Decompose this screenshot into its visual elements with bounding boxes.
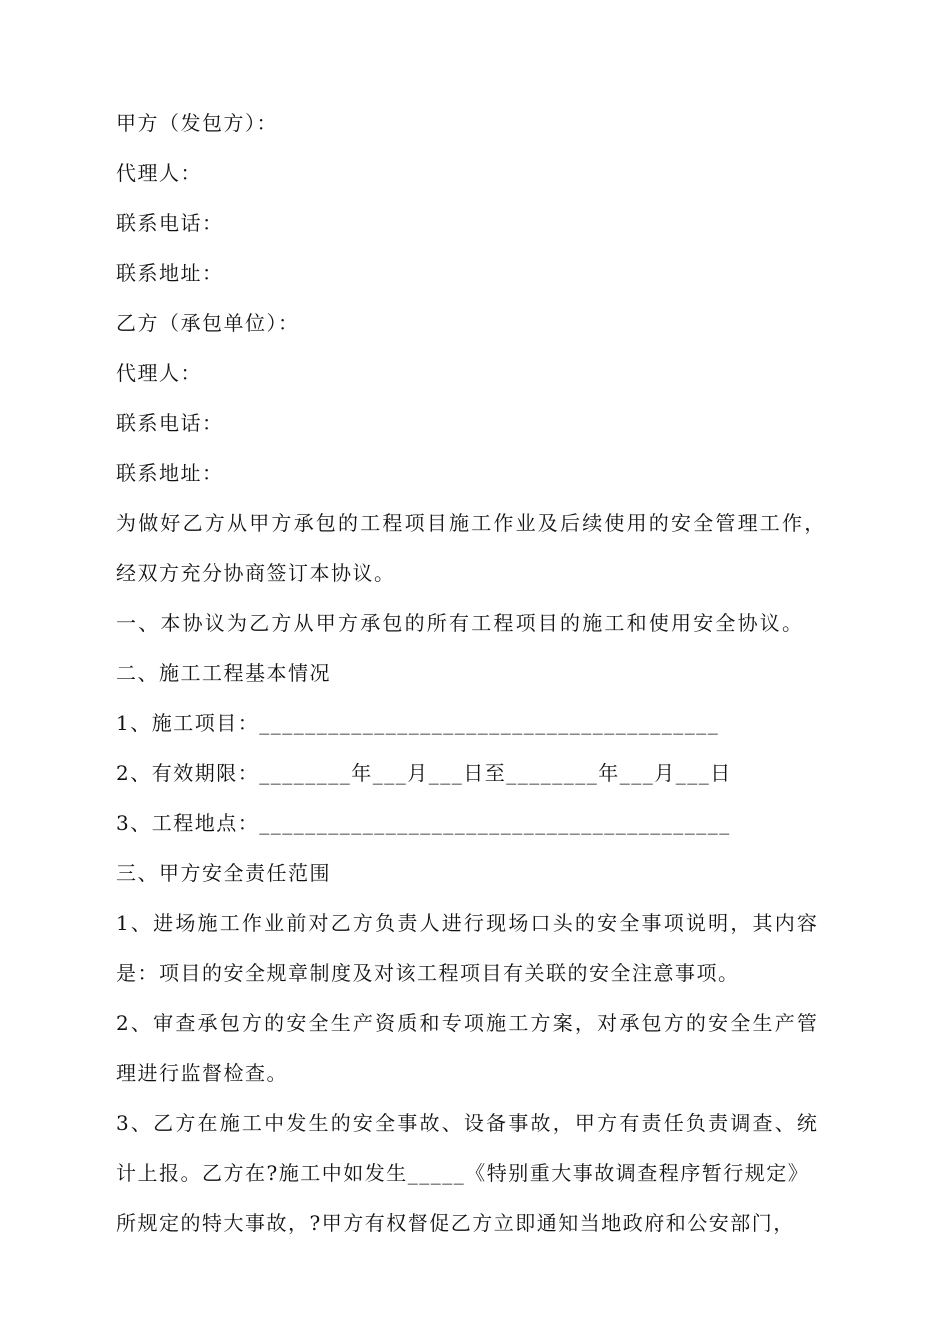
section-2-heading: 二、施工工程基本情况: [116, 661, 331, 685]
responsibility-3-line-3: 所规定的特大事故，?甲方有权督促乙方立即通知当地政府和公安部门，: [116, 1211, 795, 1235]
party-a-label: 甲方（发包方）：: [116, 111, 278, 135]
responsibility-1-line-1: 1、进场施工作业前对乙方负责人进行现场口头的安全事项说明，其内容: [116, 911, 820, 935]
party-b-label: 乙方（承包单位）：: [116, 311, 300, 335]
validity-period-field: 2、有效期限：________年___月___日至________年___月___日: [116, 761, 732, 785]
responsibility-2-line-2: 理进行监督检查。: [116, 1061, 288, 1085]
responsibility-3-line-1: 3、乙方在施工中发生的安全事故、设备事故，甲方有责任负责调查、统: [116, 1111, 820, 1135]
party-a-phone-label: 联系电话：: [116, 211, 224, 235]
party-b-phone-label: 联系电话：: [116, 411, 224, 435]
responsibility-1-line-2: 是：项目的安全规章制度及对该工程项目有关联的安全注意事项。: [116, 961, 740, 985]
project-location-field: 3、工程地点：_________________________________________: [116, 811, 731, 835]
party-a-agent-label: 代理人：: [116, 161, 202, 185]
section-3-heading: 三、甲方安全责任范围: [116, 861, 331, 885]
party-a-address-label: 联系地址：: [116, 261, 224, 285]
intro-paragraph-line-2: 经双方充分协商签订本协议。: [116, 561, 396, 585]
intro-paragraph-line-1: 为做好乙方从甲方承包的工程项目施工作业及后续使用的安全管理工作，: [116, 511, 827, 535]
project-name-field: 1、施工项目：________________________________________: [116, 711, 720, 735]
party-b-agent-label: 代理人：: [116, 361, 202, 385]
responsibility-3-line-2: 计上报。乙方在?施工中如发生_____《特别重大事故调查程序暂行规定》: [116, 1161, 810, 1185]
clause-1: 一、本协议为乙方从甲方承包的所有工程项目的施工和使用安全协议。: [116, 611, 805, 635]
party-b-address-label: 联系地址：: [116, 461, 224, 485]
responsibility-2-line-1: 2、审查承包方的安全生产资质和专项施工方案，对承包方的安全生产管: [116, 1011, 820, 1035]
